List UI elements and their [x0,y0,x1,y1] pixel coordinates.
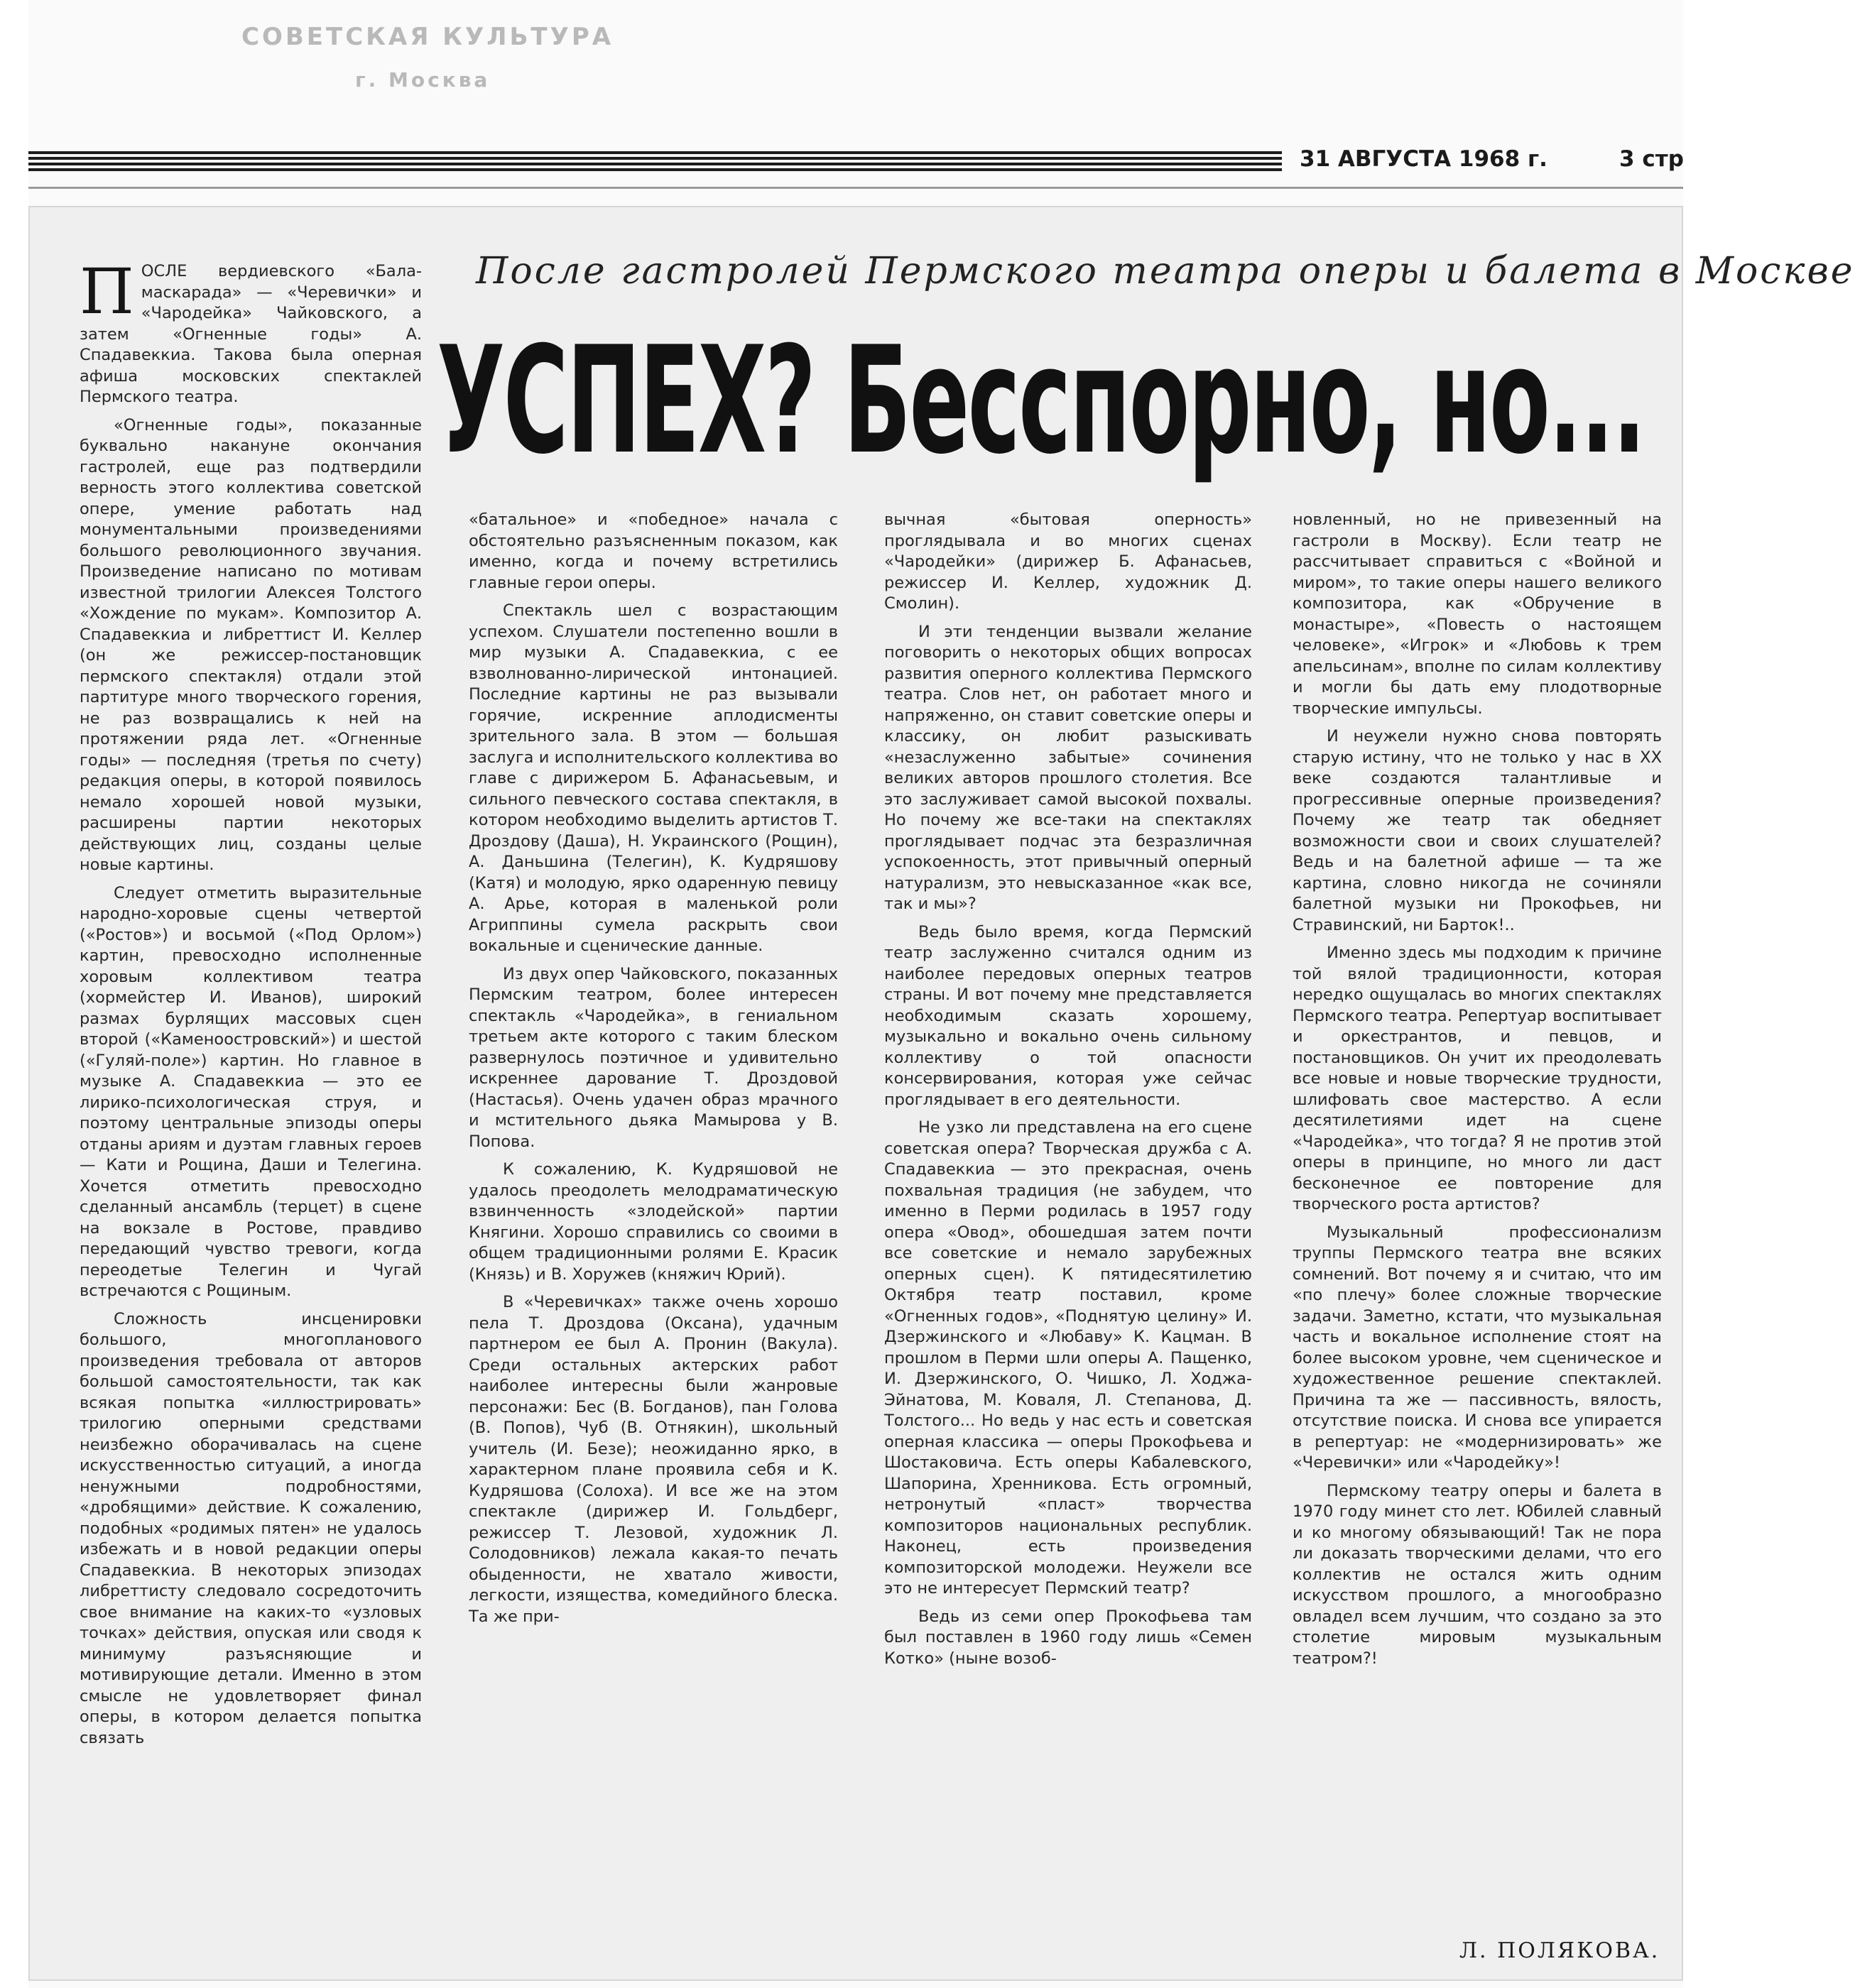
paragraph: К сожалению, К. Кудряшовой не удалось преодолеть мелодраматическую взвинченность «злодейской» партии Княгини. Хорошо справились со своими в общем традиционными ролями Е. Красик (Князь) и В. Хоружев (княжич Юрий). [469,1160,838,1284]
paragraph: «батальное» и «победное» начала с обстоятельно разъясненным показом, как именно, когда и почему встретились главные герои оперы. [469,510,838,592]
paragraph: В «Черевичках» также очень хорошо пела Т. Дроздова (Оксана), удачным партнером ее был А. Пронин (Вакула). Среди остальных актерских работ наиболее интересны были жанровые персонажи: Бес (В. Богданов), пан Голова (В. Попов), Чуб (В. Отнякин), школьный учитель (И. Безе); неожиданно ярко, в характерном плане проявила себя и К. Кудряшова (Солоха). И все же на этом спектакле (дирижер И. Гольдберг, режиссер Т. Лезовой, художник Л. Солодовников) лежала какая-то печать обыденности, не хватало живости, легкости, изящества, комедийного блеска. Та же при- [469,1293,838,1626]
paragraph: Следует отметить выразительные народно-хоровые сцены четвертой («Ростов») и восьмой («Под Орлом») картин, превосходно исполненные хоровым коллективом театра (хормейстер И. Иванов), широкий размах бурлящих массовых сцен второй («Каменоостровский») и шестой («Гуляй-поле») картин. Но главное в музыке А. Спадавеккиа — это ее лирико-психологическая струя, и поэтому центральные эпизоды оперы отданы ариям и дуэтам главных героев — Кати и Рощина, Даши и Телегина. Хочется отметить превосходно сделанный ансамбль (терцет) в сцене на вокзале в Ростове, правдиво передающий чувство тревоги, когда переодетые Телегин и Чугай встречаются с Рощиным. [80,883,422,1300]
paragraph: И неужели нужно снова повторять старую истину, что не только у нас в XX веке создаются талантливые и прогрессивные оперные произведения? Почему же театр так обедняет возможности свои и своих слушателей? Ведь и на балетной афише — та же картина, словно никогда не сочиняли балетной музыки ни Прокофьев, ни Стравинский, ни Барток!.. [1293,727,1662,934]
paragraph: новленный, но не привезенный на гастроли в Москву). Если театр не рассчитывает справиться с «Войной и миром», то такие оперы нашего великого композитора, как «Обручение в монастыре», «Повесть о настоящем человеке», «Игрок» и «Любовь к трем апельсинам», вполне по силам коллективу и могли бы дать ему плодотворные творческие импульсы. [1293,510,1662,718]
paragraph: И эти тенденции вызвали желание поговорить о некоторых общих вопросах развития оперного коллектива Пермского театра. Слов нет, он работает много и напряженно, он ставит советские оперы и классику, он любит разыскивать «незаслуженно забытые» сочинения великих авторов прошлого столетия. Все это заслуживает самой высокой похвалы. Но почему же все-таки на спектаклях проглядывает подчас эта безразличная успокоенность, этот привычный оперный натурализм, это невысказанное «как все, так и мы»? [884,622,1252,913]
issue-date: 31 АВГУСТА 1968 г. [1300,146,1547,172]
article-kicker: После гастролей Пермского театра оперы и балета в Москве [476,250,1855,293]
paragraph: Пермскому театру оперы и балета в 1970 году минет сто лет. Юбилей славный и ко многому обязывающий! Так не пора ли доказать творческими делами, что его коллектив не остался жить одним искусством прошлого, а многообразно овладел всем лучшим, что создано за это столетие мировым музыкальным театром?! [1293,1481,1662,1668]
text-column-1 [80,255,422,1965]
library-stamp [241,23,614,92]
paragraph: Ведь было время, когда Пермский театр заслуженно считался одним из наиболее передовых оперных театров страны. И вот почему мне представляется необходимым сказать хорошему, музыкально и вокально очень сильному коллективу о той опасности консервирования, которая уже сейчас проглядывает в его деятельности. [884,922,1252,1109]
paragraph: Не узко ли представлена на его сцене советская опера? Творческая дружба с А. Спадавеккиа — это прекрасная, очень похвальная традиция (не забудем, что именно в Перми родилась в 1957 году опера «Овод», обошедшая затем почти все советские и немало зарубежных оперных сцен). К пятидесятилетию Октября театр поставил, кроме «Огненных годов», «Поднятую целину» И. Дзержинского и «Любаву» К. Кацман. В прошлом в Перми шли оперы А. Пащенко, И. Дзержинского, О. Чишко, Л. Ходжа-Эйнатова, М. Коваля, Л. Степанова, Д. Толстого... Но ведь у нас есть и советская оперная классика — оперы Прокофьева и Шостаковича. Есть оперы Кабалевского, Шапорина, Хренникова. Есть огромный, нетронутый «пласт» творчества композиторов национальных республик. Наконец, есть произведения композиторской молодежи. Неужели все это не интересует Пермский театр? [884,1118,1252,1598]
paragraph: вычная «бытовая оперность» проглядывала и во многих сценах «Чародейки» (дирижер Б. Афанасьев, режиссер И. Келлер, художник Д. Смолин). [884,510,1252,613]
author-signature: Л. ПОЛЯКОВА. [1459,1938,1660,1963]
page-number: 3 стр [1619,146,1684,172]
text-column-2 [469,510,838,1965]
paragraph: Сложность инсценировки большого, многопланового произведения требовала от авторов большой самостоятельности, так как всякая попытка «иллюстрировать» трилогию оперными средствами неизбежно оборачивалась на сцене искусственностью ситуаций, а иногда ненужными подробностями, «дробящими» действие. К сожалению, подобных «родимых пятен» не удалось избежать и в новой редакции оперы Спадавеккиа. В некоторых эпизодах либреттисту следовало сосредоточить свое внимание на каких-то «узловых точках» действия, опуская или сводя к минимуму разъясняющие и мотивирующие детали. Именно в этом смысле не удовлетворяет финал оперы, в котором делается попытка связать [80,1309,422,1747]
text-column-4 [1293,510,1662,1930]
paragraph: «Огненные годы», показанные буквально накануне окончания гастролей, еще раз подтвердили верность этого коллектива советской опере, умение работать над монументальными произведениями большого революционного звучания. Произведение написано по мотивам известной трилогии Алексея Толстого «Хождение по мукам». Композитор А. Спадавеккиа и либреттист И. Келлер (он же режиссер-постановщик пермского спектакля) отдали этой партитуре много творческого горения, не раз возвращались к ней на протяжении ряда лет. «Огненные годы» — последняя (третья по счету) редакция оперы, в которой появилось немало хорошей новой музыки, расширены партии некоторых действующих лиц, созданы целые новые картины. [80,415,422,874]
stamp-newspaper-name: СОВЕТСКАЯ КУЛЬТУРА [241,23,614,51]
text-column-3 [884,510,1252,1965]
paragraph: Музыкальный профессионализм труппы Пермского театра вне всяких сомнений. Вот почему я и считаю, что им «по плечу» более сложные творческие задачи. Заметно, кстати, что музыкальная часть и вокальное исполнение стоят на более высоком уровне, чем сценическое и художественное решение спектаклей. Причина та же — пассивность, вялость, отсутствие поиска. И снова все упирается в репертуар: не «модернизировать» же «Черевички» или «Чародейку»! [1293,1223,1662,1472]
paragraph: Из двух опер Чайковского, показанных Пермским театром, более интересен спектакль «Чародейка», в гениальном третьем акте которого с таким блеском развернулось поэтичное и удивительно искреннее дарование Т. Дроздовой (Настасья). Очень удачен образ мрачного и мстительного дьяка Мамырова у В. Попова. [469,964,838,1151]
drop-cap: П [80,255,134,328]
article-headline: УСПЕХ? Бесспорно, но... [437,315,1645,487]
header-divider [28,187,1683,189]
paragraph: Ведь из семи опер Прокофьева там был поставлен в 1960 году лишь «Семен Котко» (ныне возоб- [884,1607,1252,1668]
masthead-rule [28,151,1282,173]
paragraph: Спектакль шел с возрастающим успехом. Слушатели постепенно вошли в мир музыки А. Спадавеккиа, с ее взволнованно-лирической интонацией. Последние картины не раз вызывали горячие, искренние аплодисменты зрительного зала. В этом — большая заслуга и исполнительского коллектива во главе с дирижером Б. Афанасьевым, и сильного певческого состава спектакля, в котором необходимо выделить артистов Т. Дроздову (Даша), Н. Украинского (Рощин), А. Даньшина (Телегин), К. Кудряшову (Катя) и молодую, ярко одаренную певицу А. Арье, которая в маленькой роли Агриппины сумела раскрыть свои вокальные и сценические данные. [469,601,838,955]
paragraph: Именно здесь мы подходим к причине той вялой традиционности, которая нередко ощущалась во многих спектаклях Пермского театра. Репертуар воспитывает и оркестрантов, и певцов, и постановщиков. Он учит их преодолевать все новые и новые творческие трудности, шлифовать свое мастерство. А если десятилетиями идет на сцене «Чародейка», что тогда? Я не против этой оперы в принципе, но много ли даст бесконечное ее повторение для творческого роста артистов? [1293,944,1662,1213]
paragraph: ОСЛЕ вердиевского «Бала-маскарада» — «Черевички» и «Чародейка» Чайковского, а затем «Огненные годы» А. Спадавеккиа. Такова была оперная афиша московских спектаклей Пермского театра. [80,262,422,406]
stamp-city: г. Москва [355,68,491,92]
